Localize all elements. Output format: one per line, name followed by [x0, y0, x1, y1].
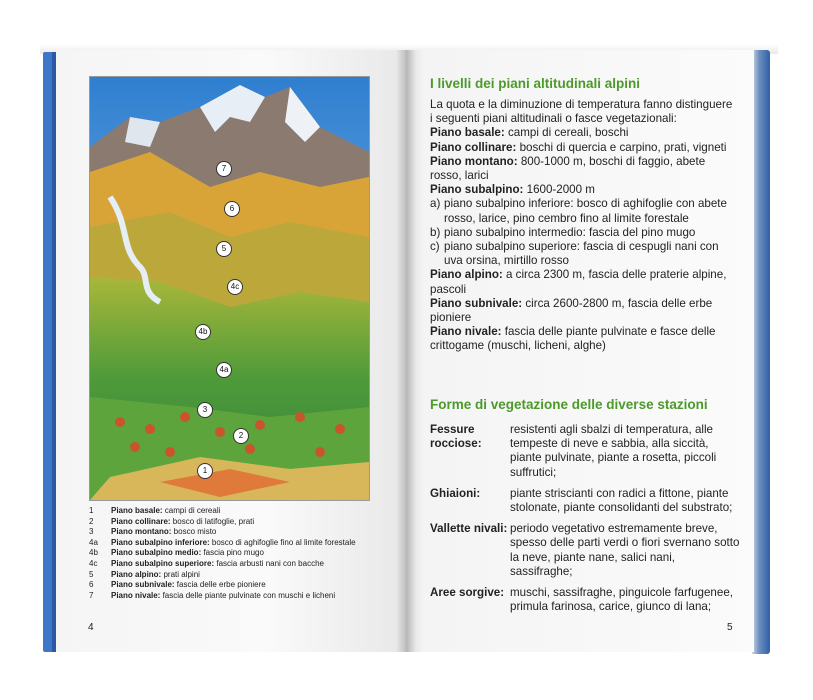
- marker-4c: 4c: [227, 279, 243, 295]
- zone-line: [430, 141, 735, 155]
- vegetation-value: resistenti agli sbalzi di temperatura, alle tempeste di neve e sabbia, alla siccità, piante pulvinate, piante a rosetta, piccoli suffrutici;: [510, 423, 717, 479]
- legend-term: Piano basale:: [111, 506, 163, 515]
- marker-4b: 4b: [195, 324, 211, 340]
- legend-desc: campi di cereali: [162, 506, 221, 515]
- subzone-label: c): [430, 240, 440, 254]
- legend-row: [89, 506, 389, 517]
- zone-term: Piano montano:: [430, 154, 518, 168]
- book-cover-left: [43, 52, 57, 652]
- legend-number: 3: [89, 527, 94, 537]
- zone-term: Piano nivale:: [430, 325, 502, 339]
- subzone-text: piano subalpino superiore: fascia di cespugli nani con uva orsina, mirtillo rosso: [444, 240, 719, 268]
- legend-term: Piano alpino:: [111, 569, 162, 579]
- legend-term: Piano subnivale:: [111, 580, 175, 590]
- legend-term: Piano subalpino inferiore:: [111, 537, 210, 547]
- legend-row: [89, 517, 389, 528]
- marker-5: 5: [216, 241, 232, 257]
- legend-desc: fascia delle piante pulvinate con muschi e licheni: [160, 590, 336, 600]
- intro-paragraph: La quota e la diminuzione di temperatura fanno distinguere i seguenti piani altitudinali o fasce vegetazionali:: [430, 98, 733, 126]
- vegetation-value: piante striscianti con radici a fittone, piante stolonate, piante consolidanti del substrato;: [510, 486, 733, 515]
- zone-term: Piano subnivale:: [430, 296, 523, 310]
- zone-desc: fascia delle piante pulvinate e fasce delle crittogame (muschi, licheni, alghe): [430, 325, 716, 353]
- vegetation-row: [430, 487, 740, 515]
- legend-number: 4b: [89, 548, 98, 558]
- legend-number: 4a: [89, 537, 98, 547]
- page-number-left: 4: [88, 622, 94, 633]
- legend-row: [89, 548, 389, 559]
- vegetation-row: [430, 522, 740, 579]
- zone-term: Piano collinare:: [430, 140, 517, 154]
- zone-line: [430, 325, 735, 353]
- altitudinal-text: [430, 98, 735, 354]
- vegetation-value: muschi, sassifraghe, pinguicole farfugenee, primula farinosa, carice, giunco di lana;: [510, 586, 733, 614]
- subzone-line: [430, 240, 735, 268]
- zone-desc: 800-1000 m, boschi di faggio, abete rosso, larici: [430, 154, 706, 183]
- legend-number: 2: [89, 516, 94, 526]
- zone-line: [430, 126, 735, 140]
- subzone-text: piano subalpino inferiore: bosco di aghifoglie con abete rosso, larice, pino cembro fino al limite forestale: [444, 197, 727, 225]
- legend-row: [89, 559, 389, 570]
- zone-line: [430, 297, 735, 325]
- section-title-vegetation: Forme di vegetazione delle diverse stazioni: [430, 397, 708, 412]
- book-gutter: [396, 50, 416, 652]
- legend-row: [89, 591, 389, 602]
- legend-term: Piano subalpino superiore:: [111, 558, 215, 568]
- vegetation-key: Fessure rocciose:: [430, 423, 482, 451]
- subzone-text: piano subalpino intermedio: fascia del pino mugo: [444, 225, 696, 239]
- marker-6: 6: [224, 201, 240, 217]
- zone-desc: a circa 2300 m, fascia delle praterie alpine, pascoli: [430, 268, 727, 296]
- legend-desc: fascia arbusti nani con bacche: [214, 558, 324, 568]
- legend-row: [89, 538, 389, 549]
- zone-desc: 1600-2000 m: [523, 183, 595, 197]
- zone-desc: circa 2600-2800 m, fascia delle erbe pioniere: [430, 296, 713, 325]
- subzone-line: [430, 226, 735, 240]
- legend-number: 6: [89, 580, 94, 590]
- zone-term: Piano subalpino:: [430, 183, 524, 197]
- zone-line: [430, 268, 735, 296]
- mountain-illustration: [89, 76, 370, 501]
- zone-line: [430, 183, 735, 197]
- zone-desc: boschi di quercia e carpino, prati, vigneti: [516, 140, 727, 154]
- vegetation-row: [430, 586, 740, 614]
- vegetation-key: Ghiaioni:: [430, 486, 481, 500]
- legend-desc: bosco di latifoglie, prati: [170, 516, 255, 526]
- zone-line: [430, 155, 735, 183]
- marker-3: 3: [197, 402, 213, 418]
- section-title-altitudinal: I livelli dei piani altitudinali alpini: [430, 76, 641, 91]
- marker-2: 2: [233, 428, 249, 444]
- marker-1: 1: [197, 463, 213, 479]
- legend-number: 5: [89, 569, 94, 579]
- legend-term: Piano nivale:: [111, 590, 161, 600]
- legend-desc: bosco misto: [171, 527, 217, 537]
- zone-term: Piano alpino:: [430, 268, 503, 282]
- subzone-line: [430, 197, 735, 225]
- legend-number: 7: [89, 590, 94, 600]
- zone-term: Piano basale:: [430, 126, 505, 140]
- vegetation-row: [430, 423, 740, 480]
- legend-term: Piano subalpino medio:: [111, 548, 202, 558]
- marker-4a: 4a: [216, 362, 232, 378]
- legend-desc: bosco di aghifoglie fino al limite forestale: [209, 537, 356, 547]
- subzone-label: a): [430, 197, 441, 211]
- marker-7: 7: [216, 161, 232, 177]
- vegetation-value: periodo vegetativo estremamente breve, spesso delle parti verdi o fiori svernano sotto la neve, piante nane, salici nani, sassifraghe;: [510, 522, 740, 578]
- legend-term: Piano collinare:: [111, 516, 171, 526]
- book-cover-right: [752, 50, 770, 654]
- legend-row: [89, 580, 389, 591]
- legend-row: [89, 570, 389, 581]
- vegetation-key: Aree sorgive:: [430, 586, 505, 600]
- legend-desc: fascia delle erbe pioniere: [174, 580, 266, 590]
- legend-desc: fascia pino mugo: [201, 548, 264, 558]
- page-number-right: 5: [727, 622, 733, 633]
- subzone-label: b): [430, 225, 441, 239]
- legend-term: Piano montano:: [111, 527, 172, 537]
- zone-desc: campi di cereali, boschi: [504, 126, 629, 140]
- illustration-legend: [89, 506, 389, 601]
- legend-desc: prati alpini: [161, 569, 200, 579]
- legend-row: [89, 527, 389, 538]
- legend-number: 4c: [89, 558, 98, 568]
- legend-number: 1: [89, 506, 94, 515]
- vegetation-table: [430, 423, 740, 621]
- vegetation-key: Vallette nivali:: [430, 522, 508, 536]
